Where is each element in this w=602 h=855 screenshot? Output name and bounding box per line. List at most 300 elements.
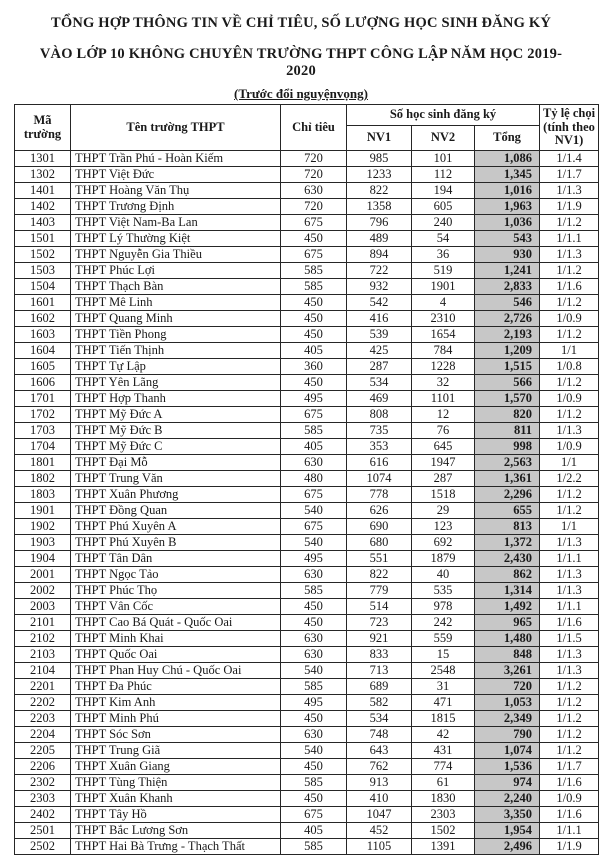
table-row <box>15 615 599 631</box>
school-name-cell: THPT Yên Lãng <box>71 375 281 391</box>
nv2-count-cell: 242 <box>412 615 475 631</box>
table-row <box>15 807 599 823</box>
nv2-count-cell: 1947 <box>412 455 475 471</box>
header-total: Tổng <box>475 126 540 151</box>
school-name-cell: THPT Hợp Thanh <box>71 391 281 407</box>
nv1-count-cell: 833 <box>347 647 412 663</box>
quota-cell: 540 <box>281 535 347 551</box>
nv1-count-cell: 416 <box>347 311 412 327</box>
school-code-cell: 1702 <box>15 407 71 423</box>
table-row <box>15 295 599 311</box>
total-count-cell: 2,349 <box>475 711 540 727</box>
nv1-count-cell: 735 <box>347 423 412 439</box>
quota-cell: 480 <box>281 471 347 487</box>
quota-cell: 450 <box>281 327 347 343</box>
nv1-count-cell: 1105 <box>347 839 412 855</box>
school-code-cell: 2204 <box>15 727 71 743</box>
total-count-cell: 3,350 <box>475 807 540 823</box>
total-count-cell: 974 <box>475 775 540 791</box>
nv1-count-cell: 425 <box>347 343 412 359</box>
table-row <box>15 775 599 791</box>
table-row <box>15 455 599 471</box>
school-code-cell: 1601 <box>15 295 71 311</box>
school-code-cell: 1301 <box>15 151 71 167</box>
header-school-code: Mã trường <box>15 105 71 151</box>
total-count-cell: 930 <box>475 247 540 263</box>
ratio-cell: 1/1.1 <box>540 231 599 247</box>
school-name-cell: THPT Mỹ Đức C <box>71 439 281 455</box>
school-code-cell: 2104 <box>15 663 71 679</box>
school-code-cell: 2502 <box>15 839 71 855</box>
school-code-cell: 2303 <box>15 791 71 807</box>
quota-cell: 720 <box>281 167 347 183</box>
quota-cell: 585 <box>281 775 347 791</box>
quota-cell: 450 <box>281 311 347 327</box>
nv1-count-cell: 690 <box>347 519 412 535</box>
school-name-cell: THPT Hoàng Văn Thụ <box>71 183 281 199</box>
nv1-count-cell: 748 <box>347 727 412 743</box>
nv2-count-cell: 101 <box>412 151 475 167</box>
school-name-cell: THPT Tiền Phong <box>71 327 281 343</box>
nv1-count-cell: 452 <box>347 823 412 839</box>
total-count-cell: 2,430 <box>475 551 540 567</box>
school-code-cell: 1401 <box>15 183 71 199</box>
total-count-cell: 1,515 <box>475 359 540 375</box>
school-code-cell: 1704 <box>15 439 71 455</box>
quota-cell: 450 <box>281 791 347 807</box>
nv2-count-cell: 774 <box>412 759 475 775</box>
ratio-cell: 1/1.6 <box>540 775 599 791</box>
nv1-count-cell: 680 <box>347 535 412 551</box>
ratio-cell: 1/1.9 <box>540 199 599 215</box>
quota-cell: 450 <box>281 375 347 391</box>
quota-cell: 405 <box>281 823 347 839</box>
quota-cell: 495 <box>281 695 347 711</box>
table-row <box>15 551 599 567</box>
quota-cell: 630 <box>281 727 347 743</box>
school-code-cell: 2202 <box>15 695 71 711</box>
table-header <box>15 105 599 151</box>
total-count-cell: 1,053 <box>475 695 540 711</box>
nv2-count-cell: 535 <box>412 583 475 599</box>
school-name-cell: THPT Nguyễn Gia Thiều <box>71 247 281 263</box>
school-name-cell: THPT Đại Mỗ <box>71 455 281 471</box>
table-row <box>15 599 599 615</box>
table-row <box>15 535 599 551</box>
ratio-cell: 1/1.5 <box>540 631 599 647</box>
table-row <box>15 759 599 775</box>
nv2-count-cell: 12 <box>412 407 475 423</box>
nv2-count-cell: 1518 <box>412 487 475 503</box>
ratio-cell: 1/1.3 <box>540 247 599 263</box>
table-row <box>15 791 599 807</box>
nv2-count-cell: 605 <box>412 199 475 215</box>
school-name-cell: THPT Bắc Lương Sơn <box>71 823 281 839</box>
table-header-row-1 <box>15 105 599 126</box>
nv2-count-cell: 471 <box>412 695 475 711</box>
school-code-cell: 1402 <box>15 199 71 215</box>
nv1-count-cell: 1047 <box>347 807 412 823</box>
quota-cell: 450 <box>281 615 347 631</box>
school-name-cell: THPT Mỹ Đức A <box>71 407 281 423</box>
nv2-count-cell: 1101 <box>412 391 475 407</box>
table-row <box>15 439 599 455</box>
total-count-cell: 655 <box>475 503 540 519</box>
ratio-cell: 1/1.3 <box>540 567 599 583</box>
nv1-count-cell: 643 <box>347 743 412 759</box>
nv1-count-cell: 689 <box>347 679 412 695</box>
school-code-cell: 2103 <box>15 647 71 663</box>
nv2-count-cell: 4 <box>412 295 475 311</box>
nv1-count-cell: 489 <box>347 231 412 247</box>
total-count-cell: 848 <box>475 647 540 663</box>
nv2-count-cell: 36 <box>412 247 475 263</box>
school-name-cell: THPT Phú Xuyên B <box>71 535 281 551</box>
nv1-count-cell: 1358 <box>347 199 412 215</box>
total-count-cell: 1,036 <box>475 215 540 231</box>
table-row <box>15 663 599 679</box>
quota-cell: 630 <box>281 647 347 663</box>
table-row <box>15 407 599 423</box>
school-code-cell: 1904 <box>15 551 71 567</box>
quota-cell: 675 <box>281 407 347 423</box>
nv1-count-cell: 410 <box>347 791 412 807</box>
nv1-count-cell: 796 <box>347 215 412 231</box>
school-code-cell: 2001 <box>15 567 71 583</box>
school-name-cell: THPT Quang Minh <box>71 311 281 327</box>
school-code-cell: 1803 <box>15 487 71 503</box>
ratio-cell: 1/1.6 <box>540 807 599 823</box>
school-name-cell: THPT Quốc Oai <box>71 647 281 663</box>
total-count-cell: 2,563 <box>475 455 540 471</box>
total-count-cell: 1,241 <box>475 263 540 279</box>
table-row <box>15 583 599 599</box>
school-code-cell: 1603 <box>15 327 71 343</box>
nv2-count-cell: 1228 <box>412 359 475 375</box>
ratio-cell: 1/1.6 <box>540 615 599 631</box>
nv1-count-cell: 469 <box>347 391 412 407</box>
quota-cell: 540 <box>281 743 347 759</box>
nv1-count-cell: 778 <box>347 487 412 503</box>
table-row <box>15 519 599 535</box>
nv1-count-cell: 822 <box>347 567 412 583</box>
school-code-cell: 1604 <box>15 343 71 359</box>
ratio-cell: 1/0.9 <box>540 791 599 807</box>
quota-cell: 360 <box>281 359 347 375</box>
total-count-cell: 1,345 <box>475 167 540 183</box>
nv2-count-cell: 287 <box>412 471 475 487</box>
school-name-cell: THPT Tự Lập <box>71 359 281 375</box>
school-name-cell: THPT Xuân Giang <box>71 759 281 775</box>
ratio-cell: 1/1.7 <box>540 167 599 183</box>
table-row <box>15 183 599 199</box>
table-row <box>15 679 599 695</box>
quota-cell: 630 <box>281 455 347 471</box>
school-name-cell: THPT Trung Văn <box>71 471 281 487</box>
school-name-cell: THPT Tây Hồ <box>71 807 281 823</box>
school-name-cell: THPT Tùng Thiện <box>71 775 281 791</box>
nv2-count-cell: 645 <box>412 439 475 455</box>
school-code-cell: 1605 <box>15 359 71 375</box>
school-name-cell: THPT Cao Bá Quát - Quốc Oai <box>71 615 281 631</box>
school-name-cell: THPT Phúc Thọ <box>71 583 281 599</box>
nv2-count-cell: 42 <box>412 727 475 743</box>
header-quota: Chỉ tiêu <box>281 105 347 151</box>
quota-cell: 675 <box>281 487 347 503</box>
nv2-count-cell: 1830 <box>412 791 475 807</box>
ratio-cell: 1/1.3 <box>540 663 599 679</box>
total-count-cell: 2,240 <box>475 791 540 807</box>
total-count-cell: 1,536 <box>475 759 540 775</box>
ratio-cell: 1/0.9 <box>540 391 599 407</box>
total-count-cell: 1,570 <box>475 391 540 407</box>
ratio-cell: 1/0.9 <box>540 439 599 455</box>
nv2-count-cell: 519 <box>412 263 475 279</box>
school-code-cell: 2203 <box>15 711 71 727</box>
school-name-cell: THPT Đồng Quan <box>71 503 281 519</box>
school-code-cell: 1901 <box>15 503 71 519</box>
school-code-cell: 2003 <box>15 599 71 615</box>
ratio-cell: 1/1.3 <box>540 423 599 439</box>
total-count-cell: 1,954 <box>475 823 540 839</box>
ratio-cell: 1/1.2 <box>540 695 599 711</box>
school-code-cell: 1606 <box>15 375 71 391</box>
school-name-cell: THPT Mê Linh <box>71 295 281 311</box>
quota-cell: 495 <box>281 391 347 407</box>
school-code-cell: 1302 <box>15 167 71 183</box>
school-code-cell: 2302 <box>15 775 71 791</box>
ratio-cell: 1/1.1 <box>540 599 599 615</box>
table-row <box>15 743 599 759</box>
school-code-cell: 1502 <box>15 247 71 263</box>
table-row <box>15 711 599 727</box>
school-code-cell: 1403 <box>15 215 71 231</box>
quota-cell: 630 <box>281 631 347 647</box>
header-registered-group: Số học sinh đăng ký <box>347 105 540 126</box>
nv2-count-cell: 40 <box>412 567 475 583</box>
table-row <box>15 487 599 503</box>
ratio-cell: 1/1.2 <box>540 375 599 391</box>
table-row <box>15 247 599 263</box>
table-row <box>15 375 599 391</box>
nv2-count-cell: 240 <box>412 215 475 231</box>
nv1-count-cell: 582 <box>347 695 412 711</box>
school-name-cell: THPT Minh Phú <box>71 711 281 727</box>
total-count-cell: 813 <box>475 519 540 535</box>
table-row <box>15 631 599 647</box>
total-count-cell: 3,261 <box>475 663 540 679</box>
ratio-cell: 1/1.2 <box>540 743 599 759</box>
table-row <box>15 391 599 407</box>
school-name-cell: THPT Trần Phú - Hoàn Kiếm <box>71 151 281 167</box>
table-row <box>15 263 599 279</box>
ratio-cell: 1/1.2 <box>540 487 599 503</box>
nv2-count-cell: 112 <box>412 167 475 183</box>
nv2-count-cell: 559 <box>412 631 475 647</box>
nv2-count-cell: 1815 <box>412 711 475 727</box>
table-row <box>15 199 599 215</box>
total-count-cell: 2,496 <box>475 839 540 855</box>
ratio-cell: 1/1.4 <box>540 151 599 167</box>
school-name-cell: THPT Phú Xuyên A <box>71 519 281 535</box>
ratio-cell: 1/1.3 <box>540 583 599 599</box>
school-code-cell: 1802 <box>15 471 71 487</box>
quota-cell: 450 <box>281 759 347 775</box>
table-row <box>15 359 599 375</box>
ratio-cell: 1/1.2 <box>540 503 599 519</box>
table-row <box>15 423 599 439</box>
school-code-cell: 1801 <box>15 455 71 471</box>
nv1-count-cell: 1233 <box>347 167 412 183</box>
ratio-cell: 1/1.2 <box>540 295 599 311</box>
nv1-count-cell: 616 <box>347 455 412 471</box>
ratio-cell: 1/1.1 <box>540 551 599 567</box>
document-title-line1: TỔNG HỢP THÔNG TIN VỀ CHỈ TIÊU, SỐ LƯỢNG HỌC SINH ĐĂNG KÝ <box>50 15 552 31</box>
table-row <box>15 471 599 487</box>
school-name-cell: THPT Lý Thường Kiệt <box>71 231 281 247</box>
enrollment-table <box>14 104 599 855</box>
quota-cell: 675 <box>281 519 347 535</box>
total-count-cell: 720 <box>475 679 540 695</box>
school-name-cell: THPT Việt Đức <box>71 167 281 183</box>
ratio-cell: 1/1 <box>540 343 599 359</box>
total-count-cell: 862 <box>475 567 540 583</box>
quota-cell: 585 <box>281 583 347 599</box>
total-count-cell: 965 <box>475 615 540 631</box>
table-row <box>15 215 599 231</box>
quota-cell: 495 <box>281 551 347 567</box>
quota-cell: 540 <box>281 503 347 519</box>
school-table-body <box>15 151 599 855</box>
school-code-cell: 1501 <box>15 231 71 247</box>
nv1-count-cell: 626 <box>347 503 412 519</box>
ratio-cell: 1/1 <box>540 519 599 535</box>
nv2-count-cell: 194 <box>412 183 475 199</box>
nv1-count-cell: 779 <box>347 583 412 599</box>
school-name-cell: THPT Ngọc Tảo <box>71 567 281 583</box>
ratio-cell: 1/1.6 <box>540 279 599 295</box>
quota-cell: 720 <box>281 199 347 215</box>
ratio-cell: 1/0.9 <box>540 311 599 327</box>
quota-cell: 450 <box>281 599 347 615</box>
nv1-count-cell: 822 <box>347 183 412 199</box>
school-code-cell: 1902 <box>15 519 71 535</box>
school-code-cell: 1602 <box>15 311 71 327</box>
nv1-count-cell: 723 <box>347 615 412 631</box>
nv1-count-cell: 287 <box>347 359 412 375</box>
school-name-cell: THPT Minh Khai <box>71 631 281 647</box>
quota-cell: 585 <box>281 839 347 855</box>
ratio-cell: 1/1.9 <box>540 839 599 855</box>
table-row <box>15 311 599 327</box>
total-count-cell: 1,492 <box>475 599 540 615</box>
table-row <box>15 503 599 519</box>
ratio-cell: 1/1.2 <box>540 215 599 231</box>
school-name-cell: THPT Xuân Phương <box>71 487 281 503</box>
header-nv2: NV2 <box>412 126 475 151</box>
school-code-cell: 2205 <box>15 743 71 759</box>
quota-cell: 630 <box>281 183 347 199</box>
total-count-cell: 1,016 <box>475 183 540 199</box>
ratio-cell: 1/1.3 <box>540 647 599 663</box>
total-count-cell: 1,314 <box>475 583 540 599</box>
school-code-cell: 2402 <box>15 807 71 823</box>
nv1-count-cell: 534 <box>347 375 412 391</box>
table-row <box>15 279 599 295</box>
nv2-count-cell: 32 <box>412 375 475 391</box>
nv2-count-cell: 978 <box>412 599 475 615</box>
nv1-count-cell: 985 <box>347 151 412 167</box>
quota-cell: 585 <box>281 423 347 439</box>
nv1-count-cell: 514 <box>347 599 412 615</box>
nv1-count-cell: 932 <box>347 279 412 295</box>
table-row <box>15 167 599 183</box>
quota-cell: 405 <box>281 343 347 359</box>
school-name-cell: THPT Trương Định <box>71 199 281 215</box>
total-count-cell: 2,726 <box>475 311 540 327</box>
quota-cell: 720 <box>281 151 347 167</box>
total-count-cell: 1,086 <box>475 151 540 167</box>
header-school-name: Tên trường THPT <box>71 105 281 151</box>
school-name-cell: THPT Vân Cốc <box>71 599 281 615</box>
school-name-cell: THPT Phúc Lợi <box>71 263 281 279</box>
ratio-cell: 1/1.7 <box>540 759 599 775</box>
quota-cell: 585 <box>281 263 347 279</box>
table-row <box>15 647 599 663</box>
nv1-count-cell: 542 <box>347 295 412 311</box>
total-count-cell: 2,193 <box>475 327 540 343</box>
nv1-count-cell: 534 <box>347 711 412 727</box>
quota-cell: 675 <box>281 247 347 263</box>
school-code-cell: 2002 <box>15 583 71 599</box>
nv2-count-cell: 31 <box>412 679 475 695</box>
nv1-count-cell: 722 <box>347 263 412 279</box>
nv2-count-cell: 123 <box>412 519 475 535</box>
total-count-cell: 546 <box>475 295 540 311</box>
ratio-cell: 1/1.2 <box>540 679 599 695</box>
school-name-cell: THPT Tân Dân <box>71 551 281 567</box>
header-ratio: Tỷ lệ chọi (tính theo NV1) <box>540 105 599 151</box>
nv2-count-cell: 784 <box>412 343 475 359</box>
quota-cell: 675 <box>281 215 347 231</box>
quota-cell: 675 <box>281 807 347 823</box>
school-name-cell: THPT Kim Anh <box>71 695 281 711</box>
ratio-cell: 1/1.2 <box>540 327 599 343</box>
school-name-cell: THPT Tiến Thịnh <box>71 343 281 359</box>
school-name-cell: THPT Phan Huy Chú - Quốc Oai <box>71 663 281 679</box>
table-row <box>15 231 599 247</box>
header-nv1: NV1 <box>347 126 412 151</box>
nv2-count-cell: 61 <box>412 775 475 791</box>
total-count-cell: 543 <box>475 231 540 247</box>
ratio-cell: 1/1.2 <box>540 263 599 279</box>
nv2-count-cell: 2310 <box>412 311 475 327</box>
total-count-cell: 2,296 <box>475 487 540 503</box>
school-code-cell: 2201 <box>15 679 71 695</box>
ratio-cell: 1/1.3 <box>540 183 599 199</box>
school-code-cell: 2501 <box>15 823 71 839</box>
table-row <box>15 727 599 743</box>
nv1-count-cell: 894 <box>347 247 412 263</box>
school-name-cell: THPT Sóc Sơn <box>71 727 281 743</box>
quota-cell: 450 <box>281 295 347 311</box>
nv1-count-cell: 1074 <box>347 471 412 487</box>
table-row <box>15 823 599 839</box>
table-row <box>15 343 599 359</box>
table-row <box>15 839 599 855</box>
school-name-cell: THPT Đa Phúc <box>71 679 281 695</box>
document-title-line2: VÀO LỚP 10 KHÔNG CHUYÊN TRƯỜNG THPT CÔNG LẬP NĂM HỌC 2019-2020 <box>39 46 563 79</box>
